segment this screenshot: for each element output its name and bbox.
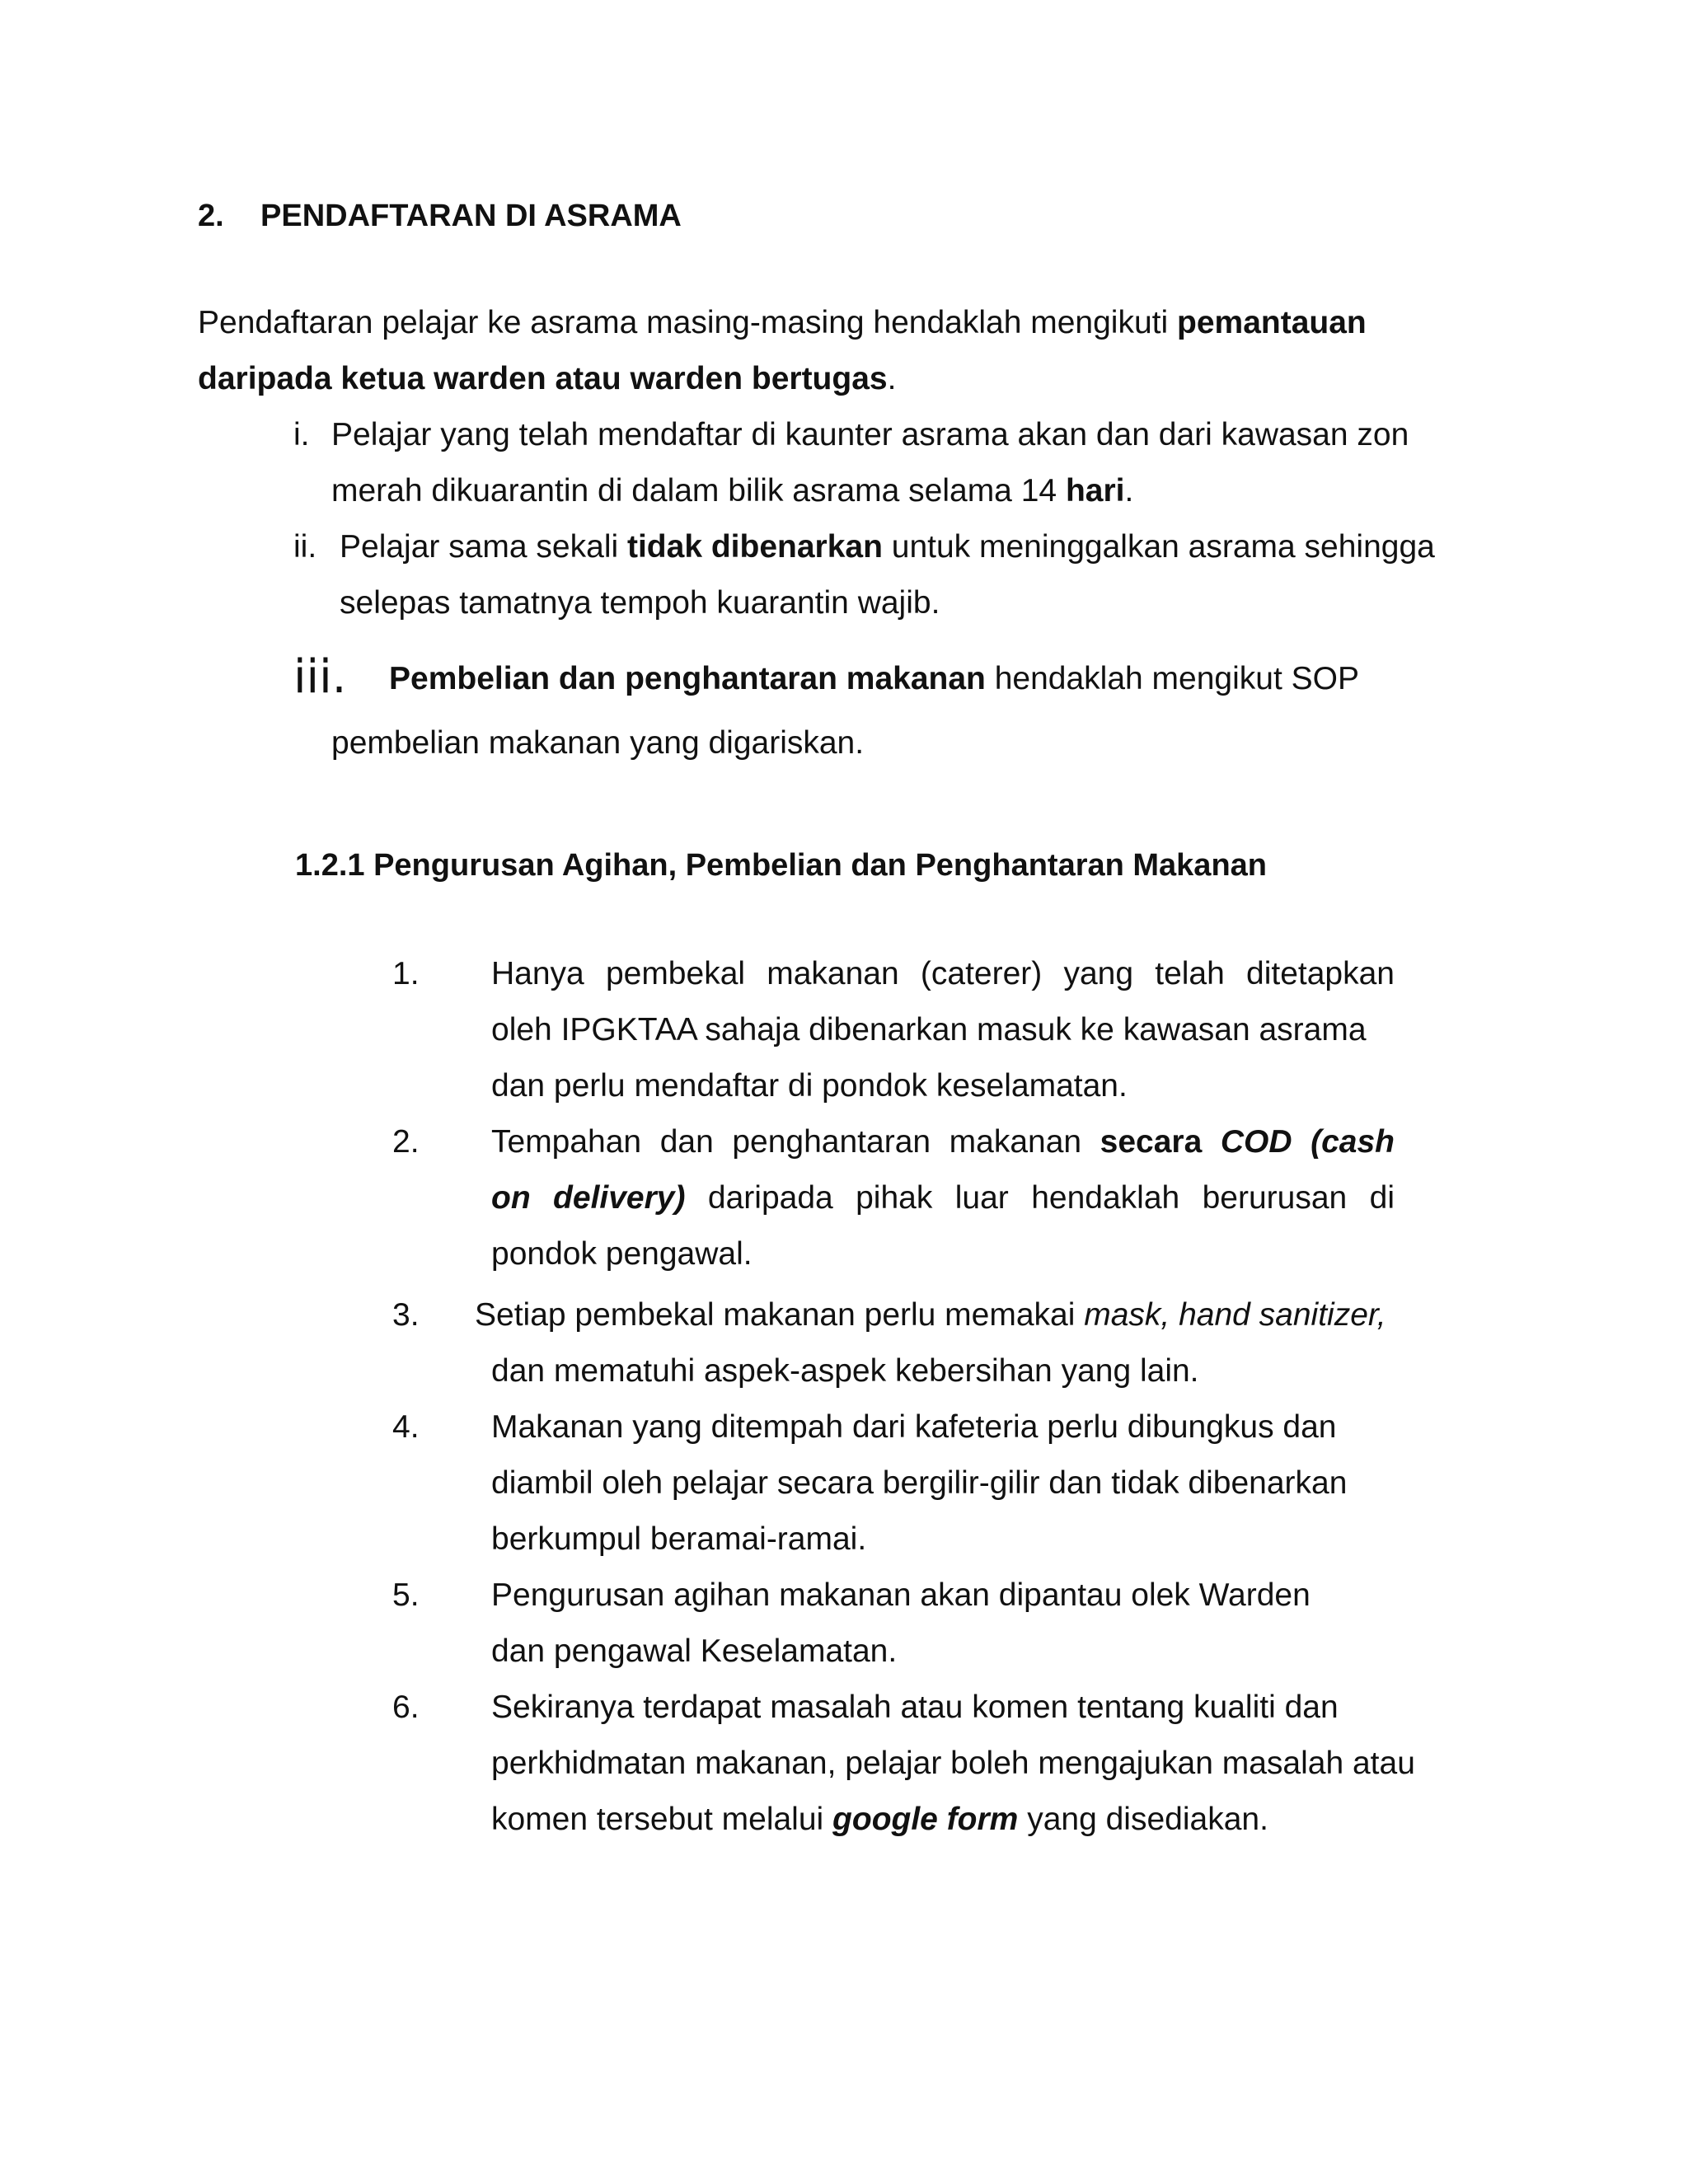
roman-item-ii-text: Pelajar sama sekali	[340, 529, 627, 565]
item-1-line-1: Hanya pembekal makanan (caterer) yang telah ditetapkan	[491, 956, 1395, 991]
item-4-line-1: Makanan yang ditempah dari kafeteria perlu dibungkus dan	[491, 1409, 1337, 1445]
item-number-4: 4.	[392, 1409, 420, 1445]
item-2-line-3: pondok pengawal.	[491, 1236, 753, 1272]
item-number-6: 6.	[392, 1690, 420, 1725]
section-number: 2.	[198, 199, 224, 233]
roman-item-i-line-1: Pelajar yang telah mendaftar di kaunter asrama akan dan dari kawasan zon	[331, 417, 1409, 452]
item-number-5: 5.	[392, 1577, 420, 1613]
roman-item-iii-line-2: pembelian makanan yang digariskan.	[331, 725, 865, 761]
item-2-text-2: daripada pihak luar hendaklah berurusan di	[707, 1180, 1395, 1216]
item-1-line-2: oleh IPGKTAA sahaja dibenarkan masuk ke kawasan asrama	[491, 1012, 1367, 1047]
item-1-line-3: dan perlu mendaftar di pondok keselamatan.	[491, 1068, 1128, 1104]
item-4-line-3: berkumpul beramai-ramai.	[491, 1521, 867, 1557]
intro-bold-1: pemantauan	[1177, 305, 1367, 340]
item-6-line-2: perkhidmatan makanan, pelajar boleh mengajukan masalah atau	[491, 1746, 1415, 1781]
item-6-line-3	[491, 1800, 1268, 1840]
subsection-title: 1.2.1 Pengurusan Agihan, Pembelian dan Penghantaran Makanan	[295, 848, 1268, 883]
item-5-line-2: dan pengawal Keselamatan.	[491, 1633, 898, 1669]
item-3-line-2: dan mematuhi aspek-aspek kebersihan yang lain.	[491, 1353, 1199, 1389]
item-6-text: komen tersebut melalui	[491, 1802, 833, 1837]
item-number-1: 1.	[392, 956, 420, 991]
roman-item-i-line-2	[331, 471, 1133, 511]
intro-bold-2: daripada ketua warden atau warden bertugas	[198, 361, 888, 396]
item-number-3: 3.	[392, 1297, 420, 1333]
section-title: PENDAFTARAN DI ASRAMA	[260, 199, 682, 233]
item-6-line-1: Sekiranya terdapat masalah atau komen tentang kualiti dan	[491, 1690, 1339, 1725]
intro-end: .	[887, 361, 897, 396]
intro-text: Pendaftaran pelajar ke asrama masing-masing hendaklah mengikuti	[198, 305, 1177, 340]
item-6-bolditalic: google form	[832, 1802, 1019, 1837]
item-3-text: Setiap pembekal makanan perlu memakai	[475, 1297, 1085, 1333]
roman-item-i-end: .	[1124, 473, 1134, 509]
item-2-bolditalic: COD (cash	[1220, 1124, 1395, 1160]
roman-marker-iii: iii.	[293, 650, 347, 704]
item-2-line-2	[491, 1179, 1395, 1218]
roman-item-i-text: merah dikuarantin di dalam bilik asrama selama 14	[331, 473, 1066, 509]
roman-item-ii-line-2: selepas tamatnya tempoh kuarantin wajib.	[340, 585, 940, 621]
roman-item-i-bold: hari	[1065, 473, 1125, 509]
item-6-end: yang disediakan.	[1018, 1802, 1268, 1837]
roman-marker-i: i.	[293, 417, 310, 452]
item-4-line-2: diambil oleh pelajar secara bergilir-gilir dan tidak dibenarkan	[491, 1465, 1348, 1501]
intro-line-2	[198, 359, 896, 399]
item-2-line-1	[491, 1122, 1395, 1162]
roman-item-iii-bold: Pembelian dan penghantaran makanan	[389, 661, 986, 696]
item-3-italic: mask, hand sanitizer,	[1084, 1297, 1386, 1333]
roman-item-iii-end: hendaklah mengikut SOP	[985, 661, 1359, 696]
roman-item-iii-line-1	[389, 659, 1359, 699]
item-2-text: Tempahan dan penghantaran makanan	[491, 1124, 1100, 1160]
roman-item-ii-end: untuk meninggalkan asrama sehingga	[882, 529, 1435, 565]
roman-marker-ii: ii.	[293, 529, 317, 565]
intro-line-1	[198, 303, 1367, 343]
roman-item-ii-line-1	[340, 527, 1435, 567]
item-3-line-1	[475, 1296, 1386, 1335]
item-2-bold: secara	[1100, 1124, 1221, 1160]
item-number-2: 2.	[392, 1124, 420, 1160]
item-2-bolditalic-2: on delivery)	[491, 1180, 686, 1216]
roman-item-ii-bold: tidak dibenarkan	[626, 529, 883, 565]
item-5-line-1: Pengurusan agihan makanan akan dipantau olek Warden	[491, 1577, 1311, 1613]
